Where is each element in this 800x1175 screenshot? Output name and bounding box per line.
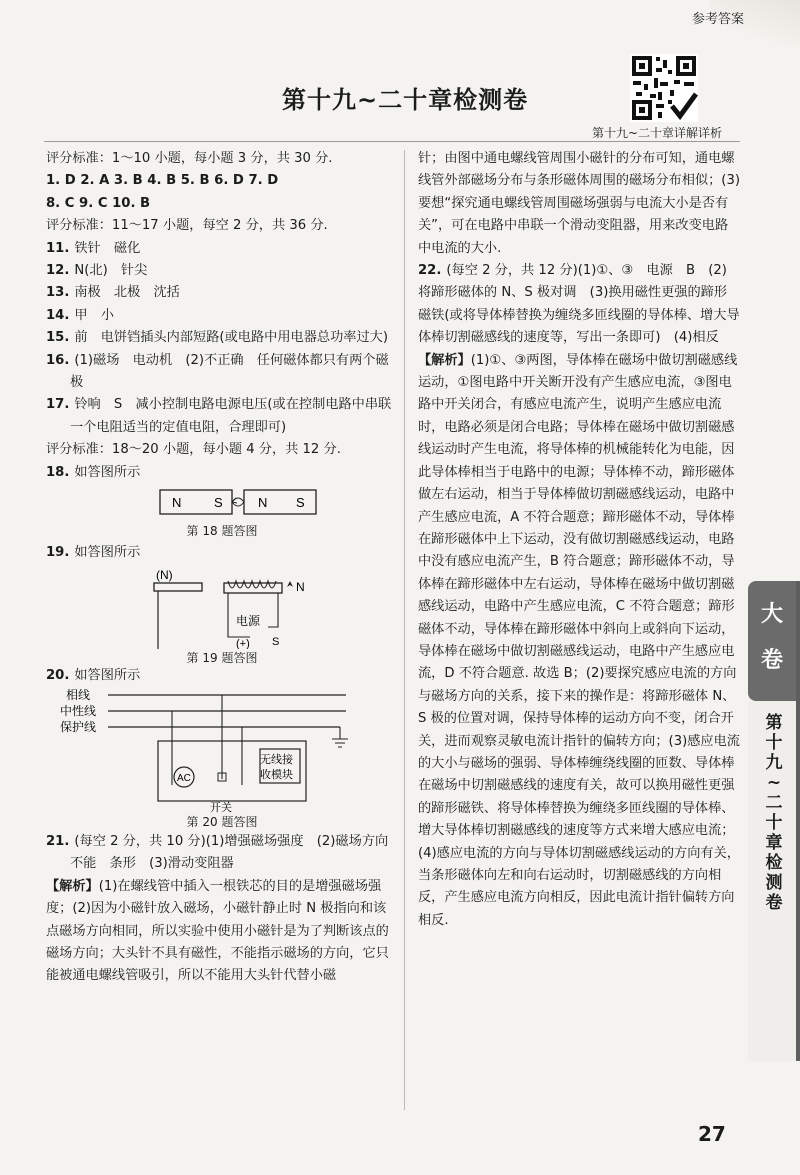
page-number: 27 bbox=[698, 1122, 726, 1146]
live-wire-label: 相线 bbox=[66, 688, 91, 702]
pole-label-n2: N bbox=[258, 495, 268, 511]
question-number: 16. bbox=[46, 352, 70, 368]
answer-19 bbox=[46, 542, 398, 564]
analysis-22 bbox=[418, 350, 740, 933]
pole-label-s1: S bbox=[214, 495, 223, 511]
figure-caption: 第 19 题答图 bbox=[186, 650, 258, 665]
qr-caption: 第十九~二十章详解详析 bbox=[592, 126, 723, 140]
answer-22 bbox=[418, 260, 740, 350]
answer-text: 如答图所示 bbox=[74, 545, 141, 561]
question-number: 22. bbox=[418, 263, 442, 279]
question-number: 21. bbox=[46, 833, 70, 849]
answer-text: 南极 北极 沈括 bbox=[74, 285, 180, 301]
answer-text: 甲 小 bbox=[74, 307, 114, 323]
analysis-text: (1)①、③两图，导体棒在磁场中做切割磁感线运动，①图电路中开关断开没有产生感应电流，③图电路中开关闭合，有感应电流产生，说明产生感应电流时，电路必须是闭合电路；导体棒在磁场中做切割磁感线运动时产生电流，将导体棒的机械能转化为电能，因此导体棒相当于电路中的电源；导体棒不动，蹄形磁体做左右运动，相当于导体棒做切割磁感线运动，电路中产生感应电流，A 不符合题意；蹄形磁体不动，导体棒在蹄形磁体中上下运动，没有做切割磁感线运动，电路中没有感应电流产生，B 符合题意；蹄形磁体不动，导体棒在蹄形磁体中左右运动，导体棒在磁场中做切割磁感线运动，电路中产生感应电流，C 不符合题意；蹄形磁体不动，导体棒在蹄形磁体中斜向上或斜向下运动，导体棒在磁场中做切割磁感线运动，电路中产生感应电流，D 不符合题意. 故选 B；(2)要探究感应电流的方向与磁场方向的关系，接下来的操作是：将蹄形磁体 N、S 极的位置对调，保持导体棒的运动方向不变，闭合开关，进而观察灵敏电流计指针的偏转方向；(3)感应电流的大小与磁场的强弱、导体棒缠绕线圈的匝数、导体棒在磁场中切割磁感线的速度有关，故可以换用磁性更强的蹄形磁铁、将导体棒替换为缠绕多匝线圈的导体棒、增大导体棒切割磁感线的速度等方式来增大感应电流；(4)感应电流的方向与导体切割磁感线运动的方向有关，当条形磁体向左和向右运动时，切割磁感线的方向相反，产生感应电流方向相反，因此电流计指针偏转方向相反. bbox=[418, 352, 740, 928]
side-tab bbox=[748, 581, 800, 1101]
analysis-tag: 【解析】 bbox=[418, 352, 471, 368]
side-tab-vertical-title: 第十九~二十章检测卷 bbox=[765, 713, 783, 913]
side-tab-char-2: 卷 bbox=[761, 648, 784, 673]
column-divider bbox=[404, 150, 405, 1110]
bar-magnet bbox=[154, 583, 202, 591]
answer-11 bbox=[46, 238, 398, 260]
scoring-criteria-2: 评分标准：11～17 小题，每空 2 分，共 36 分. bbox=[46, 218, 328, 234]
household-circuit-diagram bbox=[46, 689, 398, 813]
title-rule bbox=[44, 141, 740, 142]
question-number: 18. bbox=[46, 464, 70, 480]
figure-caption: 第 18 题答图 bbox=[186, 524, 258, 539]
left-column bbox=[46, 148, 402, 988]
figure-20 bbox=[46, 689, 398, 829]
module-label-line2: 收模块 bbox=[260, 768, 293, 781]
right-column bbox=[418, 148, 740, 932]
page-title: 第十九~二十章检测卷 bbox=[282, 86, 529, 114]
answer-text: 前 电饼铛插头内部短路(或电路中用电器总功率过大) bbox=[74, 330, 388, 346]
neutral-wire-label: 中性线 bbox=[60, 703, 97, 718]
analysis-text: (1)在螺线管中插入一根铁芯的目的是增强磁场强度；(2)因为小磁针放入磁场，小磁针静止时 N 极指向和该点磁场方向相同，所以实验中使用小磁针是为了判断该点的磁场方向；大头针不具有磁性，不能指示磁场的方向，它只能被通电螺线管吸引，所以不能用大头针代替小磁 bbox=[46, 878, 389, 984]
question-number: 11. bbox=[46, 240, 70, 256]
answer-18 bbox=[46, 462, 398, 484]
magnet-pole-label: (N) bbox=[156, 567, 173, 582]
question-number: 20. bbox=[46, 667, 70, 683]
module-label-line1: 无线接 bbox=[260, 753, 293, 766]
answer-text: 如答图所示 bbox=[74, 667, 141, 683]
figure-18 bbox=[46, 486, 398, 540]
answer-text: 铁针 磁化 bbox=[74, 240, 141, 256]
ground-wire-label: 保护线 bbox=[60, 719, 97, 734]
compass-arrow-icon bbox=[287, 581, 293, 587]
answer-16 bbox=[46, 350, 398, 395]
answer-text: 铃响 S 减小控制电路电源电压(或在控制电路中串联一个电阻适当的定值电阻，合理即可) bbox=[70, 397, 392, 435]
answer-text: (每空 2 分，共 10 分)(1)增强磁场强度 (2)磁场方向 不能 条形 (3)滑动变阻器 bbox=[70, 833, 402, 872]
qr-code-icon[interactable] bbox=[630, 54, 698, 122]
magnets-diagram bbox=[46, 486, 398, 522]
analysis-21-continued: 针；由图中通电螺线管周围小磁针的分布可知，通电螺线管外部磁场分布与条形磁体周围的磁场分布相似；(3)要想“探究通电螺线管周围磁场强弱与电流大小是否有关”，可在电路中串联一个滑动变阻器，用来改变电路中电流的大小. bbox=[418, 151, 740, 256]
answer-14 bbox=[46, 305, 398, 327]
answer-20 bbox=[46, 665, 398, 687]
side-tab-edge bbox=[796, 581, 800, 1061]
switch-label: S bbox=[272, 635, 280, 648]
question-number: 13. bbox=[46, 285, 70, 301]
switch-text-label: 开关 bbox=[210, 801, 232, 813]
side-tab-char-1: 大 bbox=[761, 602, 784, 627]
pole-label-s2: S bbox=[296, 495, 305, 511]
top-label: 参考答案 bbox=[691, 12, 744, 27]
electromagnet-diagram bbox=[46, 567, 398, 649]
question-number: 14. bbox=[46, 307, 70, 323]
answer-21 bbox=[46, 831, 402, 876]
analysis-tag: 【解析】 bbox=[46, 878, 99, 894]
question-number: 17. bbox=[46, 397, 70, 413]
ac-label: AC bbox=[177, 772, 191, 784]
power-source-label: 电源 bbox=[236, 613, 261, 628]
polarity-label: (+) bbox=[236, 637, 250, 649]
question-number: 12. bbox=[46, 263, 70, 279]
answer-17 bbox=[46, 394, 398, 439]
answer-text: (1)磁场 电动机 (2)不正确 任何磁体都只有两个磁极 bbox=[70, 352, 389, 391]
answer-text: N(北) 针尖 bbox=[74, 263, 148, 279]
mc-answers-row-2: 8. C 9. C 10. B bbox=[46, 195, 151, 211]
scoring-criteria-3: 评分标准：18～20 小题，每小题 4 分，共 12 分. bbox=[46, 442, 341, 458]
scoring-criteria-1: 评分标准：1～10 小题，每小题 3 分，共 30 分. bbox=[46, 151, 333, 166]
answer-text: 如答图所示 bbox=[74, 464, 141, 480]
answer-15 bbox=[46, 327, 398, 349]
answer-text: (每空 2 分，共 12 分)(1)①、③ 电源 B (2)将蹄形磁体的 N、S 极对调 (3)换用磁性更强的蹄形磁铁(或将导体棒替换为缠绕多匝线圈的导体棒、增大导体棒切割磁感线的速度等，写出一条即可) (4)相反 bbox=[418, 263, 740, 346]
answer-13 bbox=[46, 282, 398, 304]
figure-caption: 第 20 题答图 bbox=[186, 814, 258, 829]
question-number: 19. bbox=[46, 545, 70, 561]
coil-pole-label: N bbox=[296, 579, 305, 594]
question-number: 15. bbox=[46, 330, 70, 346]
analysis-21 bbox=[46, 876, 398, 988]
mc-answers-row-1: 1. D 2. A 3. B 4. B 5. B 6. D 7. D bbox=[46, 173, 279, 189]
answer-12 bbox=[46, 260, 398, 282]
solenoid-coil bbox=[228, 581, 276, 588]
pole-label-n1: N bbox=[172, 495, 182, 511]
figure-19 bbox=[46, 567, 398, 663]
